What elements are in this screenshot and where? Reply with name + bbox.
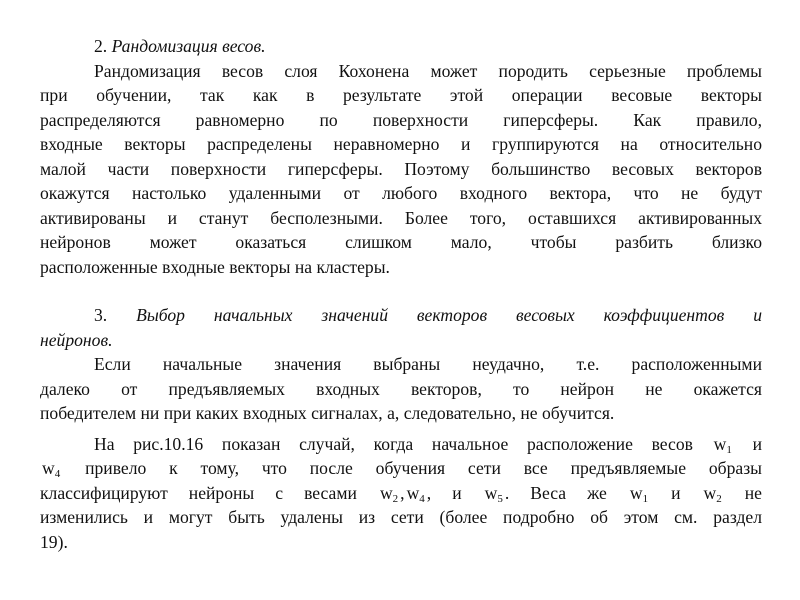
weight-index: 4 <box>54 468 61 480</box>
section-2-heading <box>40 34 762 59</box>
weight-letter: w <box>379 482 393 503</box>
weight-symbol-w4 <box>42 458 60 478</box>
weight-symbol-w2 <box>380 483 398 503</box>
paragraph-line: расположенные входные векторы на кластеры. <box>40 256 390 277</box>
weight-index: 2 <box>716 492 722 505</box>
weight-index: 4 <box>419 492 425 505</box>
text-run: , <box>426 482 432 503</box>
paragraph-line: Если начальные значения выбраны неудачно, т.е. расположенными <box>94 354 762 374</box>
paragraph-line <box>40 456 762 481</box>
weight-index: 5 <box>497 492 503 505</box>
weight-letter: w <box>406 482 420 503</box>
paragraph-line: изменились и могут быть удалены из сети (более подробно об этом см. раздел <box>40 507 762 527</box>
paragraph-line: 19). <box>40 531 68 552</box>
weight-symbol-w4 <box>407 483 425 503</box>
paragraph-line: далеко от предъявляемых входных векторов, то нейрон не окажется <box>40 378 762 399</box>
text-run: , <box>400 482 405 503</box>
section-3-title: Выбор начальных значений векторов весовых коэффициентов и <box>136 305 762 325</box>
weight-symbol-w5 <box>485 483 503 503</box>
text-run: и <box>452 482 462 503</box>
section-3-title-cont: нейронов. <box>40 329 113 350</box>
paragraph-line: победителем ни при каких входных сигналах, а, следовательно, не обучится. <box>40 403 615 423</box>
text-run: не <box>744 482 762 503</box>
paragraph-line: нейронов может оказаться слишком мало, чтобы разбить близко <box>40 232 762 252</box>
paragraph-line: распределяются равномерно по поверхности гиперсферы. Как правило, <box>40 109 762 130</box>
weight-symbol-w1 <box>630 483 648 503</box>
weight-letter: w <box>42 458 55 478</box>
weight-letter: w <box>713 433 727 454</box>
paragraph-line: окажутся настолько удаленными от любого входного вектора, что не будут <box>40 183 762 203</box>
section-2-title: Рандомизация весов. <box>111 36 266 56</box>
section-2-number: 2. <box>94 36 108 56</box>
text-run: На рис.10.16 показан случай, когда начальное расположение весов <box>94 433 693 454</box>
paragraph-line: малой части поверхности гиперсферы. Поэтому большинство весовых векторов <box>40 158 762 179</box>
text-run: и <box>752 433 762 454</box>
section-3-number: 3. <box>94 305 108 325</box>
paragraph-line: Рандомизация весов слоя Кохонена может породить серьезные проблемы <box>94 60 762 81</box>
weight-letter: w <box>629 482 643 503</box>
paragraph-line: входные векторы распределены неравномерно и группируются на относительно <box>40 134 762 154</box>
paragraph-line <box>40 481 762 506</box>
section-3-heading <box>40 303 762 328</box>
paragraph-line: активированы и станут бесполезными. Более того, оставшихся активированных <box>40 207 762 228</box>
weight-symbol-w2 <box>704 483 722 503</box>
text-run: привело к тому, что после обучения сети все предъявляемые образы <box>85 458 762 478</box>
weight-index: 1 <box>726 443 732 456</box>
weight-letter: w <box>703 482 717 503</box>
weight-index: 2 <box>392 492 399 505</box>
weight-symbol-w1 <box>714 434 732 454</box>
text-run: классифицируют нейроны с весами <box>40 482 357 503</box>
weight-index: 1 <box>642 492 649 505</box>
text-run: и <box>671 482 681 503</box>
text-run: . Веса же <box>504 482 607 503</box>
paragraph-line <box>40 432 762 457</box>
weight-letter: w <box>484 482 498 503</box>
document-page <box>40 34 762 554</box>
paragraph-line: при обучении, так как в результате этой операции весовые векторы <box>40 85 762 105</box>
section-spacer <box>40 279 762 303</box>
